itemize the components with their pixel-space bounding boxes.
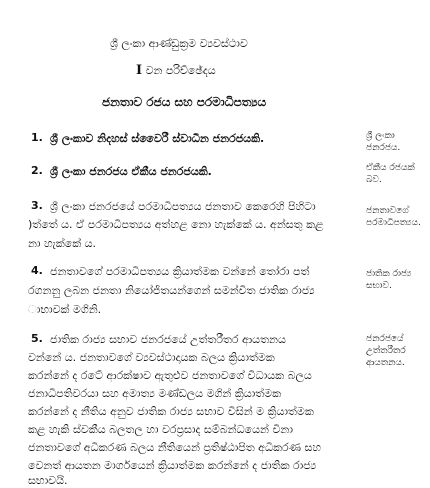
- article-5-number: 5.: [31, 332, 43, 345]
- article-2-margin-note: ඒකීය රජයක් බව.: [366, 163, 415, 185]
- article-5-line: ජනාධිපතිවරයා සහ අමාත්‍ය මණ්ඩලය මගින් ක්‍රියාත්මක: [28, 387, 282, 400]
- article-5-line: කරන්නේ ද රටේ ආරක්ෂාව ඇතුළුව ජනතාවගේ විධායක බලය: [28, 369, 312, 382]
- article-2-line: ශ්‍රී ලංකා ජනරජය ඒකීය ජනරජයකි.: [50, 165, 212, 178]
- chapter-heading: [136, 64, 216, 77]
- article-5-margin-note: ජනරජයේ උත්තරීතර ආයතනය.: [366, 334, 406, 368]
- article-1-line: ශ්‍රී ලංකාව නිදහස් ස්වෛරී ස්වාධීන ජනරජයකි.: [50, 132, 265, 145]
- article-4-number: 4.: [31, 264, 43, 277]
- article-5-line: ජාතික රාජ්‍ය සභාව ජනරජයේ උත්තරීතර ආයතනය: [50, 333, 286, 346]
- document-header: ශ්‍රී ලංකා ආණ්ඩුක්‍රම ව්‍යවස්ථාව: [110, 37, 248, 50]
- article-2-number: 2.: [31, 164, 43, 177]
- chapter-title: ජනතාව රජය සහ පරමාධිපත්‍යය: [102, 95, 267, 109]
- article-4-margin-note: ජාතික රාජ්‍ය සභාව.: [366, 269, 412, 291]
- article-5-line: වන්නේ ය. ජනතාවගේ ව්‍යවස්ථාදායක බලය ක්‍රියාත්මක: [28, 351, 275, 364]
- article-1-number: 1.: [31, 131, 43, 144]
- chapter-label: වන පරිච්ඡේදය: [145, 64, 216, 77]
- article-1-margin-note: ශ්‍රී ලංකා ජනරජය.: [366, 131, 401, 153]
- article-5-line: කරන්නේ ද නීතිය අනුව ජාතික රාජ්‍ය සභාව විසින් ම ක්‍රියාත්මක: [28, 405, 314, 418]
- article-3-line: නා හැක්කේ ය.: [28, 237, 97, 250]
- article-4-line: ජනතාවගේ පරමාධිපත්‍යය ක්‍රියාත්මක වන්නේ තෝරා පත්: [50, 265, 310, 278]
- article-5-line: සභාවයි.: [28, 474, 68, 487]
- article-3-line: ශ්‍රී ලංකා ජනරජයේ පරමාධිපත්‍යය ජනතාව කෙරෙහි පිහිටා: [50, 200, 316, 213]
- chapter-number: I: [136, 63, 143, 78]
- article-4-line: රගනනු ලබන ජනතා නියෝජිතයන්ගෙන් සමන්විත ජාතික රාජ්‍ය: [28, 284, 315, 297]
- article-3-margin-note: ජනතාවගේ පරමාධිපත්‍යය.: [366, 206, 421, 228]
- article-3-line: )ත්තේ ය. ඒ පරමාධිපත්‍යය අත්හළ නො හැක්කේ ය. අන්සතු කළ: [28, 218, 324, 231]
- article-3-number: 3.: [31, 199, 43, 212]
- article-5-line: කළ හැකි ස්වකීය බලතල හා වරප්‍රසාද සම්බන්ධයෙන් විනා: [28, 423, 293, 436]
- article-4-line: ාභාවක් මගිනි.: [28, 303, 102, 316]
- article-5-line: ජනතාවගේ අධිකරණ බලය නීතියෙන් ප්‍රතිෂ්ඨාපිත අධිකරණ සහ: [28, 441, 322, 454]
- article-5-line: වෙනත් ආයතන මාර්ගයෙන් ක්‍රියාත්මක කරන්නේ ද ජාතික රාජ්‍ය: [28, 459, 317, 472]
